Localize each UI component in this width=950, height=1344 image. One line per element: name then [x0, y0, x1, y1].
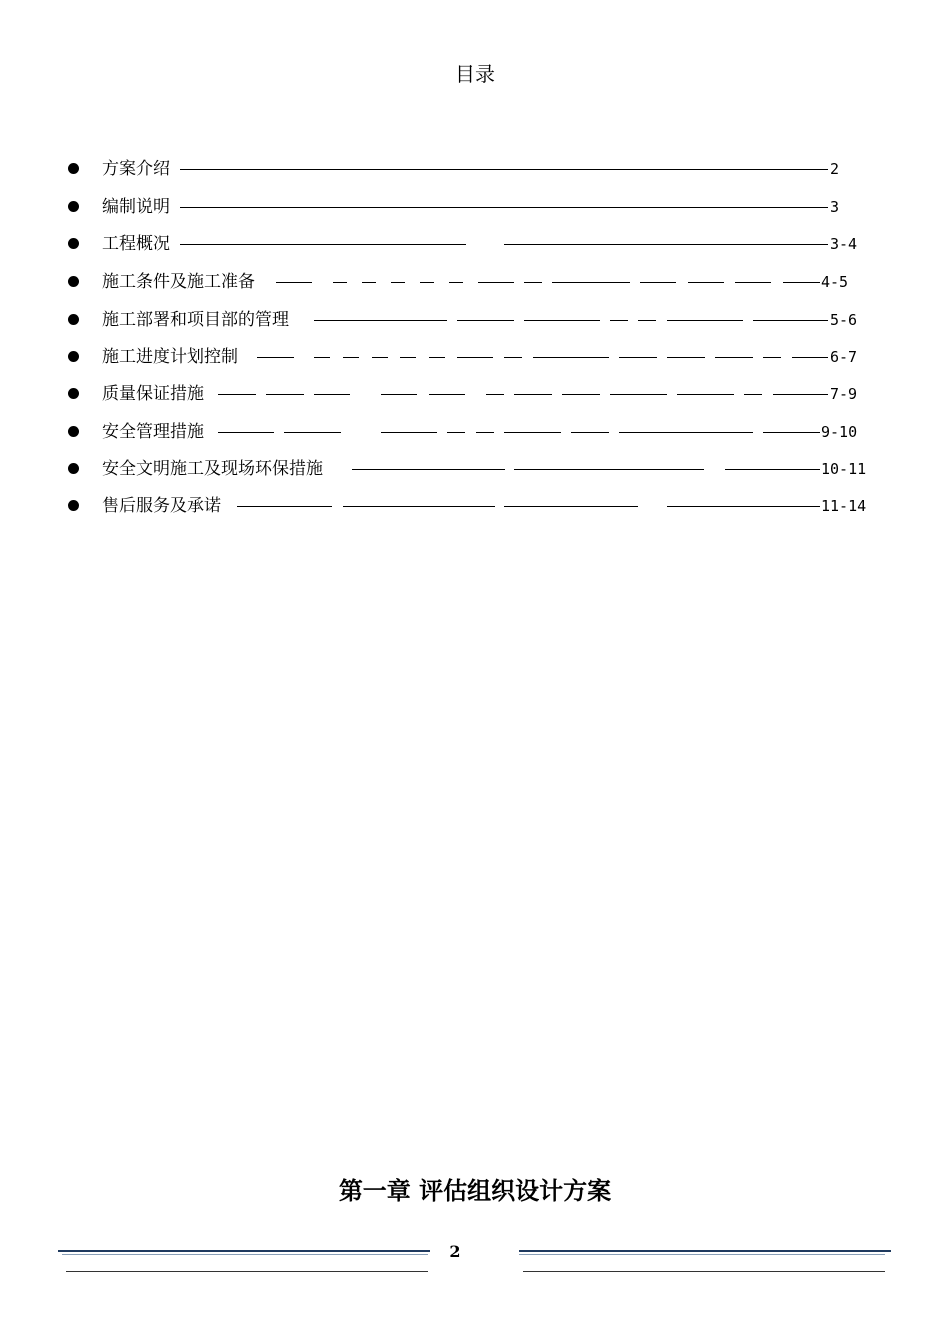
toc-item[interactable]: [0, 269, 950, 295]
toc-leader: [725, 469, 820, 470]
toc-leader: [476, 432, 494, 433]
toc-leader: [763, 357, 781, 358]
toc-leader: [420, 282, 434, 283]
bullet-icon: [68, 351, 79, 362]
bullet-icon: [68, 500, 79, 511]
toc-leader: [429, 357, 445, 358]
toc-leader: [352, 469, 505, 470]
toc-leader: [218, 394, 256, 395]
toc-item-label: 质量保证措施: [102, 384, 204, 404]
toc-item-label: 安全文明施工及现场环保措施: [102, 459, 323, 479]
toc-item-page: 7-9: [830, 385, 858, 403]
toc-leader: [783, 282, 820, 283]
toc-item[interactable]: [0, 231, 950, 257]
toc-leader: [677, 394, 734, 395]
toc-leader: [735, 282, 771, 283]
toc-item-label: 施工条件及施工准备: [102, 272, 255, 292]
toc-title: 目录: [455, 62, 495, 86]
toc-item-page: 6-7: [830, 348, 858, 366]
toc-leader: [314, 357, 330, 358]
toc-item[interactable]: [0, 456, 950, 482]
toc-leader: [372, 357, 388, 358]
toc-leader: [744, 394, 762, 395]
toc-item-label: 施工部署和项目部的管理: [102, 310, 289, 330]
toc-item-label: 施工进度计划控制: [102, 347, 238, 367]
bullet-icon: [68, 314, 79, 325]
footer-rule-left-top: [58, 1250, 430, 1252]
toc-leader: [640, 282, 676, 283]
toc-leader: [667, 506, 820, 507]
footer-rule-right-top-fine: [519, 1254, 885, 1255]
toc-leader: [457, 357, 493, 358]
toc-leader: [343, 357, 359, 358]
toc-leader: [504, 357, 522, 358]
toc-item-label: 售后服务及承诺: [102, 496, 221, 516]
toc-leader: [478, 282, 514, 283]
toc-item-page: 2: [830, 160, 840, 178]
toc-leader: [447, 432, 465, 433]
toc-leader: [514, 394, 552, 395]
toc-leader: [180, 207, 828, 208]
toc-item[interactable]: [0, 419, 950, 445]
page-number: 2: [449, 1242, 461, 1261]
toc-item-label: 工程概况: [102, 234, 170, 254]
toc-leader: [314, 320, 447, 321]
toc-leader: [619, 432, 753, 433]
toc-leader: [504, 432, 561, 433]
toc-leader: [276, 282, 312, 283]
footer-rule-left-bottom: [66, 1271, 428, 1272]
toc-leader: [504, 506, 638, 507]
toc-leader: [571, 432, 609, 433]
toc-leader: [619, 357, 657, 358]
toc-leader: [257, 357, 294, 358]
toc-leader: [429, 394, 465, 395]
footer-rule-right-top: [519, 1250, 891, 1252]
toc-leader: [266, 394, 304, 395]
toc-leader: [343, 506, 495, 507]
toc-leader: [533, 357, 609, 358]
toc-leader: [610, 320, 628, 321]
toc-leader: [381, 394, 417, 395]
toc-leader: [524, 282, 542, 283]
toc-item-label: 安全管理措施: [102, 422, 204, 442]
toc-item-label: 方案介绍: [102, 159, 170, 179]
toc-leader: [610, 394, 667, 395]
toc-leader: [381, 432, 437, 433]
toc-leader: [362, 282, 376, 283]
toc-item-page: 4-5: [821, 273, 849, 291]
toc-leader: [504, 244, 828, 245]
footer-rule-right-bottom: [523, 1271, 885, 1272]
toc-leader: [792, 357, 828, 358]
bullet-icon: [68, 426, 79, 437]
toc-leader: [667, 357, 705, 358]
toc-item[interactable]: [0, 381, 950, 407]
toc-leader: [486, 394, 504, 395]
toc-item[interactable]: [0, 344, 950, 370]
bullet-icon: [68, 238, 79, 249]
toc-leader: [314, 394, 350, 395]
toc-leader: [524, 320, 600, 321]
toc-leader: [688, 282, 724, 283]
toc-leader: [514, 469, 704, 470]
toc-leader: [284, 432, 341, 433]
bullet-icon: [68, 163, 79, 174]
toc-leader: [715, 357, 753, 358]
toc-item-page: 9-10: [821, 423, 858, 441]
toc-item[interactable]: [0, 493, 950, 519]
toc-item-page: 3-4: [830, 235, 858, 253]
toc-leader: [391, 282, 405, 283]
bullet-icon: [68, 276, 79, 287]
toc-leader: [237, 506, 332, 507]
toc-leader: [552, 282, 630, 283]
footer-rule-left-top-fine: [62, 1254, 428, 1255]
toc-leader: [667, 320, 743, 321]
toc-leader: [180, 244, 466, 245]
toc-item-page: 11-14: [821, 497, 867, 515]
toc-leader: [773, 394, 828, 395]
toc-leader: [180, 169, 828, 170]
toc-item-page: 10-11: [821, 460, 867, 478]
toc-leader: [763, 432, 820, 433]
toc-item-label: 编制说明: [102, 197, 170, 217]
toc-leader: [400, 357, 416, 358]
toc-item-page: 3: [830, 198, 840, 216]
bullet-icon: [68, 388, 79, 399]
toc-item[interactable]: [0, 156, 950, 182]
toc-item-page: 5-6: [830, 311, 858, 329]
bullet-icon: [68, 463, 79, 474]
chapter-heading: 第一章 评估组织设计方案: [338, 1176, 612, 1205]
toc-leader: [449, 282, 463, 283]
toc-leader: [753, 320, 828, 321]
toc-leader: [638, 320, 656, 321]
toc-item[interactable]: [0, 194, 950, 220]
toc-item[interactable]: [0, 307, 950, 333]
toc-leader: [457, 320, 514, 321]
toc-leader: [333, 282, 347, 283]
bullet-icon: [68, 201, 79, 212]
toc-leader: [218, 432, 274, 433]
toc-leader: [562, 394, 600, 395]
